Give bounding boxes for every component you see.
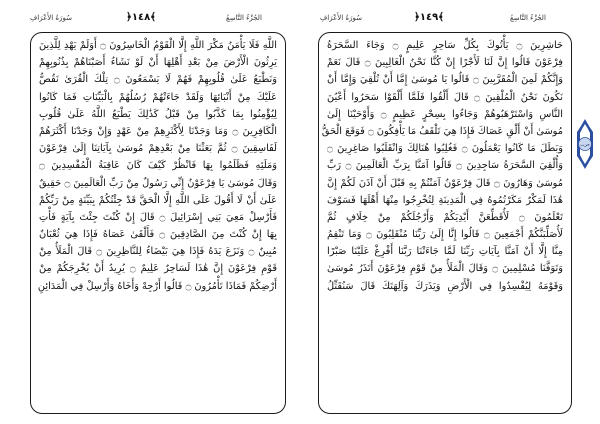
text-line: مِنَّا إِلَّا أَنْ آمَنَّا بِآيَاتِ رَبِّنَا لَمَّا جَاءَتْنَا رَبَّنَا أَفْرِغْ عَلَيْنَا صَبْرًا (327, 246, 563, 258)
page-number: ﴿١٤٩﴾ (414, 12, 445, 23)
text-line: وَمَلَئِهِ فَظَلَمُوا بِهَا فَانْظُرْ كَيْفَ كَانَ عَاقِبَةُ الْمُفْسِدِينَ ۝ (39, 160, 277, 172)
header-surah: سُورَةُ الأَعْرَافِ (320, 14, 362, 22)
text-line: لَأُصَلِّبَنَّكُمْ أَجْمَعِينَ ۝ قَالُوا إِنَّا إِلَىٰ رَبِّنَا مُنْقَلِبُونَ ۝ وَمَا تَنْقِمُ (327, 229, 563, 241)
text-line: وَبَطَلَ مَا كَانُوا يَعْمَلُونَ ۝ فَغُلِبُوا هُنَالِكَ وَانْقَلَبُوا صَاغِرِينَ ۝ (327, 143, 563, 155)
text-line: لِيُؤْمِنُوا بِمَا كَذَّبُوا مِنْ قَبْلُ كَذَٰلِكَ يَطْبَعُ اللَّهُ عَلَىٰ قُلُوبِ (39, 108, 277, 120)
text-line: قَوْمِ فِرْعَوْنَ إِنَّ هَٰذَا لَسَاحِرٌ عَلِيمٌ ۝ يُرِيدُ أَنْ يُخْرِجَكُمْ مِنْ (39, 263, 277, 275)
page-header (0, 12, 300, 28)
text-line: هَٰذَا لَمَكْرٌ مَكَرْتُمُوهُ فِي الْمَدِينَةِ لِتُخْرِجُوا مِنْهَا أَهْلَهَا فَسَوْفَ (327, 194, 563, 206)
text-line: مُوسَىٰ أَنْ أَلْقِ عَصَاكَ فَإِذَا هِيَ تَلْقَفُ مَا يَأْفِكُونَ ۝ فَوَقَعَ الْحَقُّ (321, 125, 563, 137)
text-line: وَأُلْقِيَ السَّحَرَةُ سَاجِدِينَ ۝ قَالُوا آمَنَّا بِرَبِّ الْعَالَمِينَ ۝ رَبِّ (327, 160, 563, 172)
text-line: الْكَافِرِينَ ۝ وَمَا وَجَدْنَا لِأَكْثَرِهِمْ مِنْ عَهْدٍ وَإِنْ وَجَدْنَا أَكْثَرَهُمْ (39, 125, 277, 137)
hizb-label: حزب (580, 143, 590, 148)
page-number: ﴿١٤٨﴾ (126, 12, 157, 23)
right-page (300, 0, 600, 424)
text-line: بِهَا إِنْ كُنْتَ مِنَ الصَّادِقِينَ ۝ فَأَلْقَىٰ عَصَاهُ فَإِذَا هِيَ ثُعْبَانٌ (39, 229, 278, 241)
text-line: نَكُونَ نَحْنُ الْمُلْقِينَ ۝ قَالَ أَلْقُوا فَلَمَّا أَلْقَوْا سَحَرُوا أَعْيُنَ (327, 91, 564, 103)
text-line: وَتَوَفَّنَا مُسْلِمِينَ ۝ وَقَالَ الْمَلَأُ مِنْ قَوْمِ فِرْعَوْنَ أَتَذَرُ مُوسَىٰ (327, 263, 563, 275)
text-line: فَأَرْسِلْ مَعِيَ بَنِي إِسْرَائِيلَ ۝ قَالَ إِنْ كُنْتَ جِئْتَ بِآيَةٍ فَأْتِ (39, 211, 278, 223)
text-line: لَفَاسِقِينَ ۝ ثُمَّ بَعَثْنَا مِنْ بَعْدِهِمْ مُوسَىٰ بِآيَاتِنَا إِلَىٰ فِرْعَوْنَ (39, 143, 277, 155)
text-line: وَقَوْمَهُ لِيُفْسِدُوا فِي الْأَرْضِ وَيَذَرَكَ وَآلِهَتَكَ قَالَ سَنُقَتِّلُ (327, 280, 563, 292)
text-line: أَرْضِكُمْ فَمَاذَا تَأْمُرُونَ ۝ قَالُوا أَرْجِهْ وَأَخَاهُ وَأَرْسِلْ فِي الْمَدَائِنِ (37, 280, 277, 292)
text-line: وَقَالَ مُوسَىٰ يَا فِرْعَوْنُ إِنِّي رَسُولٌ مِنْ رَبِّ الْعَالَمِينَ ۝ حَقِيقٌ (39, 177, 277, 189)
text-line: وَإِنَّكُمْ لَمِنَ الْمُقَرَّبِينَ ۝ قَالُوا يَا مُوسَىٰ إِمَّا أَنْ تُلْقِيَ وَإِمَّا أَنْ (327, 74, 564, 86)
text-frame (30, 32, 286, 414)
page-header (300, 12, 600, 28)
text-line: عَلَىٰ أَنْ لَا أَقُولَ عَلَى اللَّهِ إِلَّا الْحَقَّ قَدْ جِئْتُكُمْ بِبَيِّنَةٍ مِنْ رَبِّكُمْ (39, 194, 277, 206)
text-frame (318, 32, 572, 414)
text-line: عَلَيْكَ مِنْ أَنْبَائِهَا وَلَقَدْ جَاءَتْهُمْ رُسُلُهُمْ بِالْبَيِّنَاتِ فَمَا كَانُوا (39, 91, 277, 103)
text-line: مُوسَىٰ وَهَارُونَ ۝ قَالَ فِرْعَوْنُ آمَنْتُمْ بِهِ قَبْلَ أَنْ آذَنَ لَكُمْ إِنَّ (327, 177, 563, 189)
text-line: وَنَطْبَعُ عَلَىٰ قُلُوبِهِمْ فَهُمْ لَا يَسْمَعُونَ ۝ تِلْكَ الْقُرَىٰ نَقُصُّ (39, 74, 277, 86)
header-juz: الجُزْءُ التَّاسِعُ (226, 14, 262, 22)
text-line: يَرِثُونَ الْأَرْضَ مِنْ بَعْدِ أَهْلِهَا أَنْ لَوْ نَشَاءُ أَصَبْنَاهُمْ بِذُنُوبِهِمْ (39, 57, 277, 69)
text-line: حَاشِرِينَ ۝ يَأْتُوكَ بِكُلِّ سَاحِرٍ عَلِيمٍ ۝ وَجَاءَ السَّحَرَةُ (327, 40, 563, 51)
text-line: فِرْعَوْنَ قَالُوا إِنَّ لَنَا لَأَجْرًا إِنْ كُنَّا نَحْنُ الْغَالِبِينَ ۝ قَالَ نَعَمْ (327, 57, 563, 69)
text-line: النَّاسِ وَاسْتَرْهَبُوهُمْ وَجَاءُوا بِسِحْرٍ عَظِيمٍ ۝ وَأَوْحَيْنَا إِلَىٰ (327, 108, 563, 120)
text-line: مُبِينٌ ۝ وَنَزَعَ يَدَهُ فَإِذَا هِيَ بَيْضَاءُ لِلنَّاظِرِينَ ۝ قَالَ الْمَلَأُ مِنْ (39, 246, 277, 258)
text-line: تَعْلَمُونَ ۝ لَأُقَطِّعَنَّ أَيْدِيَكُمْ وَأَرْجُلَكُمْ مِنْ خِلَافٍ ثُمَّ (327, 211, 563, 223)
hizb-marker-icon (575, 118, 595, 170)
header-surah: سُورَةُ الأَعْرَافِ (30, 14, 72, 22)
header-juz: الجُزْءُ التَّاسِعُ (510, 14, 546, 22)
text-line: اللَّهِ فَلَا يَأْمَنُ مَكْرَ اللَّهِ إِلَّا الْقَوْمُ الْخَاسِرُونَ ۝ أَوَلَمْ يَهْدِ لِلَّذِينَ (39, 40, 278, 51)
